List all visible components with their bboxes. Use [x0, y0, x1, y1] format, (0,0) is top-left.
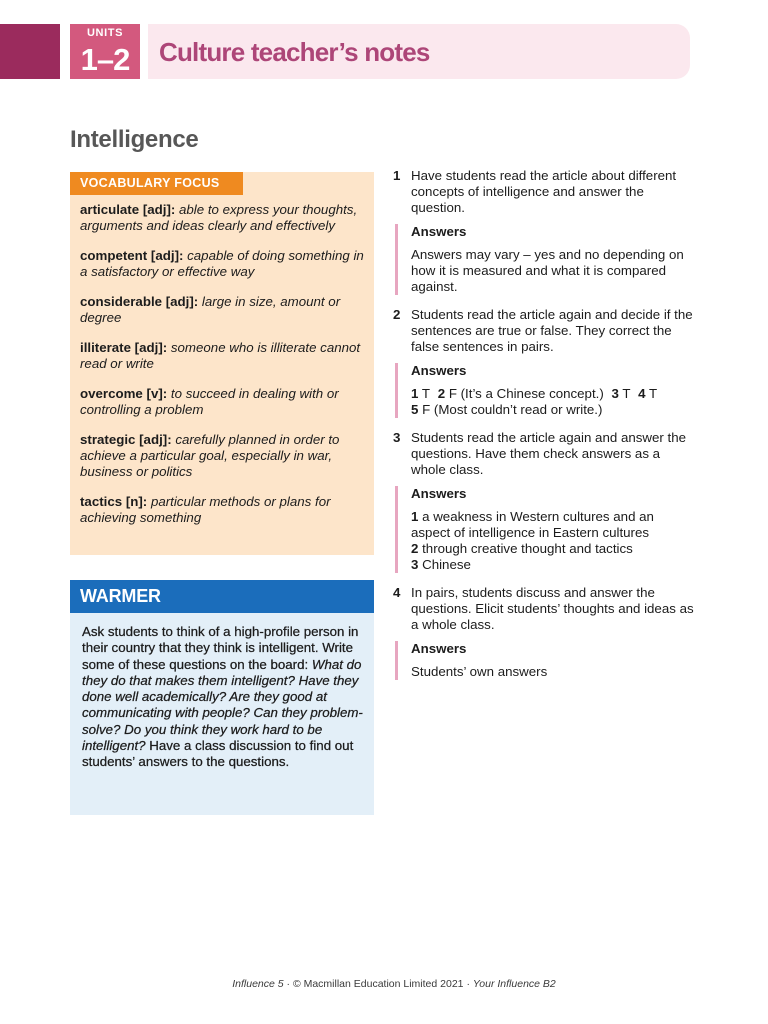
answers-label: Answers — [411, 224, 467, 239]
answer-item — [611, 386, 630, 401]
page-footer — [0, 977, 768, 991]
units-badge — [70, 24, 140, 79]
answer-text: Answers may vary – yes and no depending on how it is measured and what it is compared against. — [411, 247, 684, 294]
activity-number: 3 — [393, 430, 401, 445]
activity-number: 2 — [393, 307, 401, 322]
vocabulary-term: considerable [adj]: — [80, 294, 199, 309]
vocabulary-definition: capable of doing something in a satisfactory or effective way — [80, 248, 364, 279]
footer-book-title: Influence 5 — [232, 978, 284, 990]
answer-item — [438, 386, 604, 401]
answer-text: a weakness in Western cultures and an aspect of intelligence in Eastern cultures — [411, 509, 654, 540]
warmer-text-before: Ask students to think of a high-profile person in their country that they think is intelligent. Write some of these questions on the board: — [82, 624, 359, 672]
answers-block — [395, 224, 694, 295]
vocabulary-list — [80, 202, 368, 540]
vocabulary-definition: particular methods or plans for achieving something — [80, 494, 331, 525]
vocabulary-definition: large in size, amount or degree — [80, 294, 341, 325]
vocabulary-term: tactics [n]: — [80, 494, 148, 509]
units-label: UNITS — [87, 27, 123, 39]
answers-label: Answers — [411, 363, 467, 378]
warmer-box — [70, 580, 374, 815]
footer-edition: Your Influence B2 — [472, 978, 556, 990]
section-title: Intelligence — [70, 126, 199, 153]
footer-separator: · — [466, 978, 470, 990]
answer-number: 3 — [611, 386, 619, 401]
vocabulary-term: articulate [adj]: — [80, 202, 176, 217]
vocabulary-focus-label: VOCABULARY FOCUS — [70, 172, 243, 195]
answer-text: T — [622, 386, 631, 401]
answer-item — [638, 386, 657, 401]
vocabulary-entry — [80, 294, 368, 326]
answer-text: F (It’s a Chinese concept.) — [448, 386, 604, 401]
answer-number: 3 — [411, 557, 419, 572]
vocabulary-definition: to succeed in dealing with or controlling a problem — [80, 386, 339, 417]
vocabulary-term: competent [adj]: — [80, 248, 184, 263]
vocabulary-entry — [80, 494, 368, 526]
warmer-body — [70, 613, 374, 815]
vocabulary-entry — [80, 202, 368, 234]
activity-item — [393, 307, 694, 355]
activity-instruction: Have students read the article about different concepts of intelligence and answer the question. — [411, 168, 677, 215]
answer-number: 2 — [437, 386, 446, 401]
units-number: 1–2 — [80, 42, 130, 77]
answer-number: 2 — [411, 541, 419, 556]
vocabulary-definition: carefully planned in order to achieve a particular goal, especially in war, business or politics — [80, 432, 340, 479]
answer-text: Students’ own answers — [411, 664, 548, 679]
activity-instruction: In pairs, students discuss and answer the questions. Elicit students’ thoughts and ideas as a whole class. — [411, 585, 694, 632]
answer-item — [411, 402, 602, 417]
warmer-questions: What do they do that makes them intelligent? Have they done well academically? Are they good at communicating with people? Can they problem-solve? Do you think they work hard to be intelligent? — [82, 656, 363, 754]
answer-number: 4 — [638, 386, 646, 401]
answers-label: Answers — [411, 641, 467, 656]
activity-item — [393, 168, 694, 216]
vocabulary-entry — [80, 432, 368, 480]
warmer-text-after: Have a class discussion to find out students’ answers to the questions. — [82, 738, 354, 770]
answer-text: through creative thought and tactics — [422, 541, 633, 556]
activity-item — [393, 585, 694, 633]
activities-column — [393, 168, 694, 692]
vocabulary-term: strategic [adj]: — [80, 432, 172, 447]
activity-instruction: Students read the article again and decide if the sentences are true or false. They correct the false sentences in pairs. — [411, 307, 693, 354]
page-title: Culture teacher’s notes — [159, 37, 430, 67]
answers-block — [395, 641, 694, 680]
vocabulary-focus-box — [70, 172, 374, 555]
activity-number: 1 — [393, 168, 401, 183]
answer-item — [411, 386, 430, 401]
vocabulary-entry — [80, 386, 368, 418]
vocabulary-term: overcome [v]: — [80, 386, 168, 401]
answers-label: Answers — [411, 486, 467, 501]
activity-number: 4 — [393, 585, 401, 600]
footer-separator: · — [286, 978, 291, 990]
answer-number: 5 — [411, 402, 419, 417]
vocabulary-entry — [80, 248, 368, 280]
vocabulary-term: illiterate [adj]: — [80, 340, 168, 355]
answers-block — [395, 363, 694, 418]
answer-item — [411, 557, 694, 573]
footer-copyright: © Macmillan Education Limited 2021 — [292, 978, 464, 990]
activity-item — [393, 430, 694, 478]
header-color-block — [0, 24, 60, 79]
answer-text: T — [649, 386, 658, 401]
answer-item — [411, 509, 694, 541]
vocabulary-definition: someone who is illiterate cannot read or write — [80, 340, 361, 371]
answer-number: 1 — [411, 386, 419, 401]
answer-text: T — [421, 386, 430, 401]
answer-number: 1 — [411, 509, 419, 524]
warmer-title: WARMER — [70, 580, 374, 613]
activity-instruction: Students read the article again and answer the questions. Have them check answers as a whole class. — [411, 430, 686, 477]
answer-text: F (Most couldn’t read or write.) — [422, 402, 603, 417]
answer-item — [411, 541, 694, 557]
answers-block — [395, 486, 694, 573]
vocabulary-definition: able to express your thoughts, arguments and ideas clearly and effectively — [80, 202, 358, 233]
answer-list — [411, 386, 694, 418]
answer-text: Chinese — [422, 557, 471, 572]
vocabulary-entry — [80, 340, 368, 372]
title-bar — [148, 24, 690, 79]
